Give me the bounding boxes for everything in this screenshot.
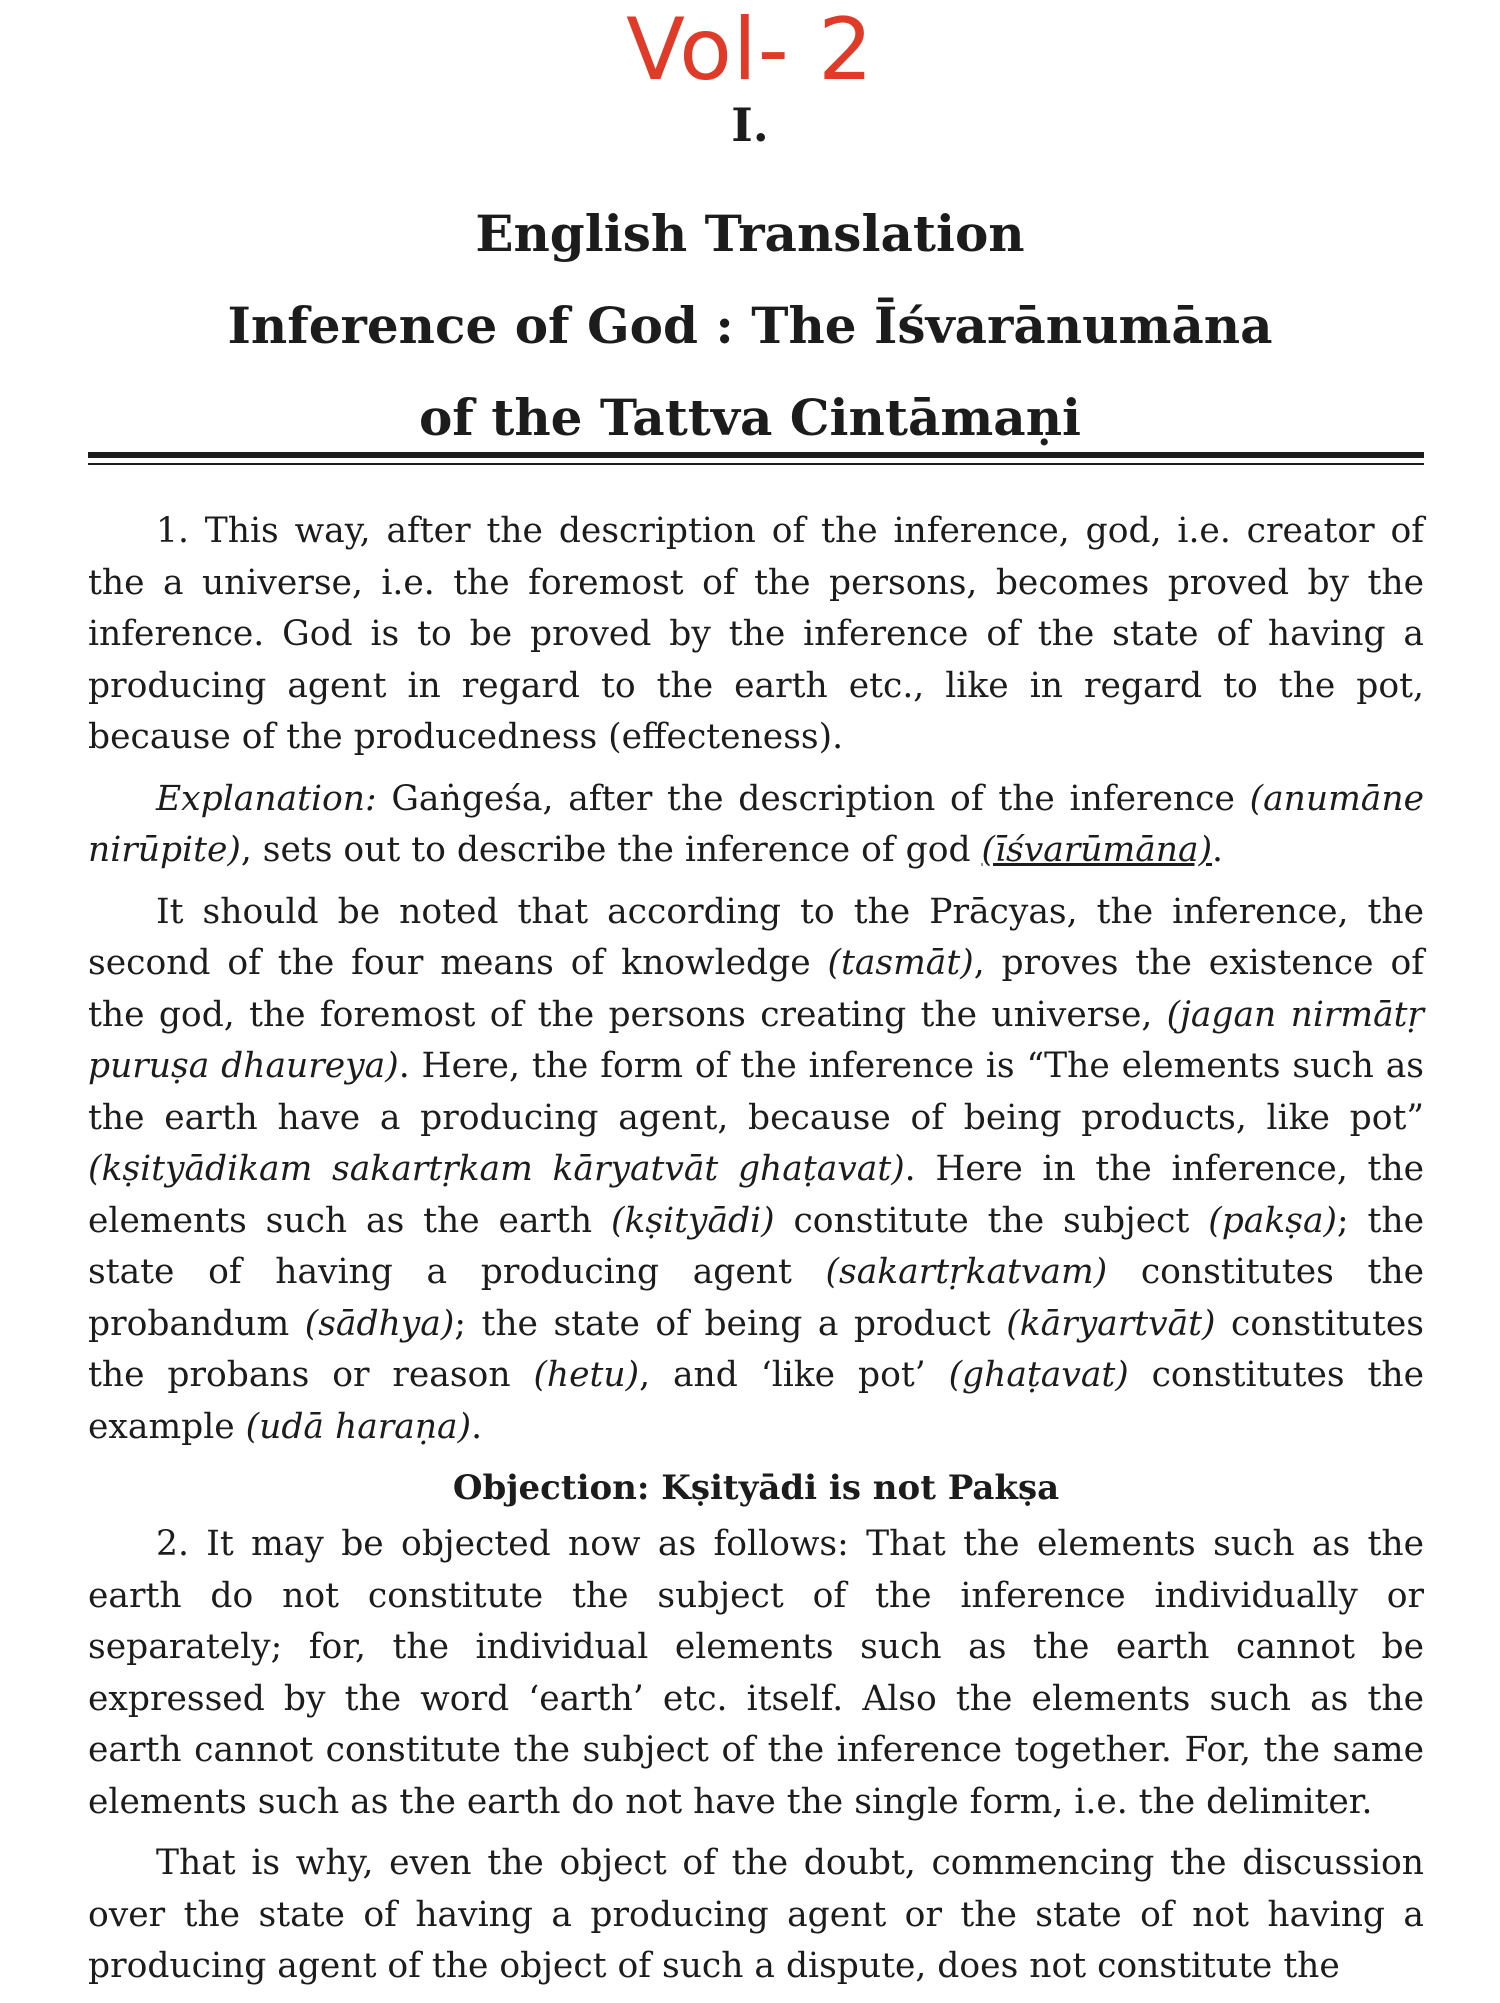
paragraph-2-objection: 2. It may be objected now as follows: That the elements such as the earth do not constitute the subject of the inference individually or separately; for, the individual elements such as the earth cannot be expressed by the word ‘earth’ etc. itself. Also the elements such as the earth cannot constitute the subject of the inference together. For, the same elements such as the earth do not have the single form, i.e. the delimiter. xyxy=(88,1524,1424,1822)
term: (kāryartvāt) xyxy=(1006,1303,1216,1344)
text: . Here in the inference, the elements such as the earth xyxy=(88,1149,1424,1241)
term: (īśvarūmāna) xyxy=(981,830,1213,870)
term: (jagan nirmātṛ puruṣa dhaureya) xyxy=(88,994,1424,1086)
term: (hetu) xyxy=(533,1355,640,1395)
title-line-2: Inference of God : The Īśvarānumāna xyxy=(227,296,1273,355)
title-rule-thin xyxy=(88,463,1424,465)
term: (ghaṭavat) xyxy=(948,1355,1129,1395)
paragraph-continued: That is why, even the object of the doubt, commencing the discussion over the state of having a producing agent or the state of not having a producing agent of the object of such a dispute, does not constitute the xyxy=(88,1843,1424,1986)
text: constitutes the probandum xyxy=(88,1252,1424,1344)
title-line-3: of the Tattva Cintāmaṇi xyxy=(418,388,1082,447)
volume-watermark: Vol- 2 xyxy=(626,0,874,100)
term: (kṣityādikam sakartṛkam kāryatvāt ghaṭavat) xyxy=(88,1149,905,1189)
term: (anumāne nirūpite) xyxy=(88,778,1424,870)
text: . xyxy=(471,1406,483,1447)
term: (sādhya) xyxy=(304,1303,455,1344)
section-heading: Objection: Kṣityādi is not Pakṣa xyxy=(452,1468,1060,1508)
text: , and ‘like pot’ xyxy=(639,1355,949,1395)
title-line-1: English Translation xyxy=(475,204,1025,263)
text: . Here, the form of the inference is “The elements such as the earth have a producing agent, because of being products, like pot” xyxy=(88,1046,1424,1138)
text: ; the state of having a producing agent xyxy=(88,1200,1425,1292)
part-number: I. xyxy=(731,98,769,152)
term: (udā haraṇa) xyxy=(245,1406,472,1447)
term: (pakṣa) xyxy=(1208,1200,1337,1241)
term: (tasmāt) xyxy=(827,943,974,983)
text: constitute the subject xyxy=(774,1200,1209,1241)
explanation-label: Explanation: xyxy=(156,778,377,819)
paragraph-3 xyxy=(88,887,1424,1454)
text: . xyxy=(1212,830,1223,870)
text: It should be noted that according to the Prācyas, the inference, the second of the four means of knowledge xyxy=(88,891,1424,983)
text: Gaṅgeśa, after the description of the inference xyxy=(376,778,1250,819)
text: constitutes the probans or reason xyxy=(88,1303,1424,1395)
chapter-title xyxy=(0,188,1500,464)
text: , sets out to describe the inference of god xyxy=(240,830,982,870)
text: ; the state of being a product xyxy=(454,1303,1007,1344)
paragraph-explanation xyxy=(88,774,1424,877)
body-text xyxy=(88,506,1424,2003)
term: (sakartṛkatvam) xyxy=(825,1252,1108,1292)
text: , proves the existence of the god, the foremost of the persons creating the universe, xyxy=(88,943,1424,1035)
text: constitutes the example xyxy=(88,1355,1424,1447)
paragraph-1: 1. This way, after the description of the inference, god, i.e. creator of the a universe, i.e. the foremost of the persons, becomes proved by the inference. God is to be proved by the inference of the state of having a producing agent in regard to the earth etc., like in regard to the pot, because of the producedness (effecteness). xyxy=(88,511,1424,757)
title-rule-thick xyxy=(88,452,1424,458)
term: (kṣityādi) xyxy=(611,1200,775,1241)
